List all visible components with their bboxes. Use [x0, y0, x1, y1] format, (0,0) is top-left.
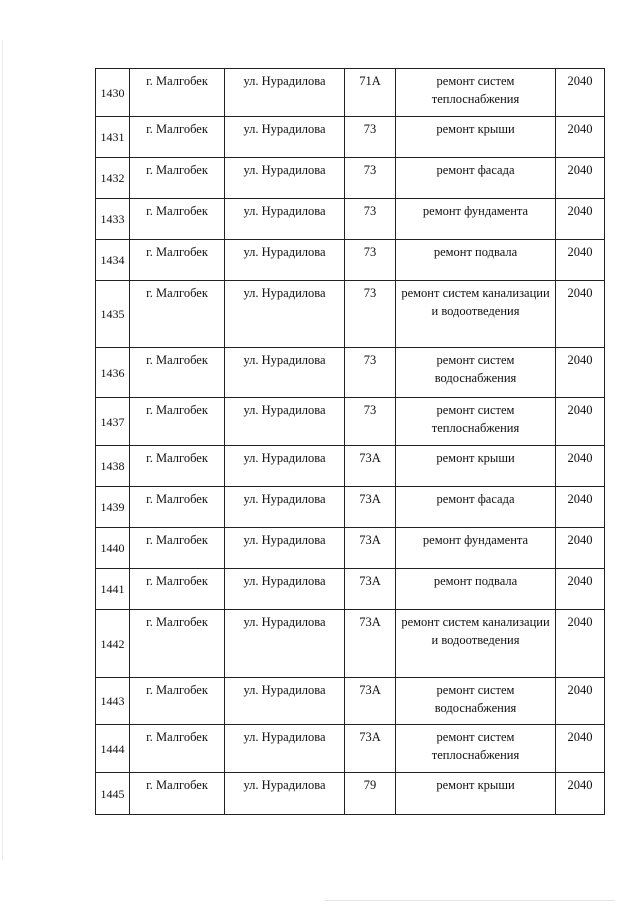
year-cell: 2040: [556, 117, 605, 158]
table-row: [96, 773, 605, 815]
house-number-cell: 73А: [345, 446, 396, 487]
table-row: [96, 487, 605, 528]
table-row: [96, 725, 605, 773]
year-cell: 2040: [556, 569, 605, 610]
year-cell: 2040: [556, 158, 605, 199]
row-number-cell: 1436: [96, 348, 130, 398]
year-cell: 2040: [556, 610, 605, 678]
work-type-cell: ремонт систем канализации и водоотведения: [396, 610, 556, 678]
table-row: [96, 348, 605, 398]
street-cell: ул. Нурадилова: [225, 398, 345, 446]
year-cell: 2040: [556, 528, 605, 569]
work-type-cell: ремонт систем водоснабжения: [396, 678, 556, 725]
row-number-cell: 1445: [96, 773, 130, 815]
house-number-cell: 79: [345, 773, 396, 815]
street-cell: ул. Нурадилова: [225, 240, 345, 281]
table-row: [96, 678, 605, 725]
year-cell: 2040: [556, 487, 605, 528]
year-cell: 2040: [556, 446, 605, 487]
street-cell: ул. Нурадилова: [225, 348, 345, 398]
work-type-cell: ремонт систем канализации и водоотведения: [396, 281, 556, 348]
street-cell: ул. Нурадилова: [225, 610, 345, 678]
year-cell: 2040: [556, 281, 605, 348]
work-type-cell: ремонт систем водоснабжения: [396, 348, 556, 398]
house-number-cell: 73А: [345, 610, 396, 678]
house-number-cell: 73А: [345, 487, 396, 528]
row-number-cell: 1444: [96, 725, 130, 773]
city-cell: г. Малгобек: [130, 398, 225, 446]
table-row: [96, 446, 605, 487]
city-cell: г. Малгобек: [130, 610, 225, 678]
city-cell: г. Малгобек: [130, 487, 225, 528]
city-cell: г. Малгобек: [130, 158, 225, 199]
row-number-cell: 1434: [96, 240, 130, 281]
row-number-cell: 1438: [96, 446, 130, 487]
street-cell: ул. Нурадилова: [225, 199, 345, 240]
table-row: [96, 398, 605, 446]
city-cell: г. Малгобек: [130, 117, 225, 158]
street-cell: ул. Нурадилова: [225, 69, 345, 117]
house-number-cell: 73: [345, 398, 396, 446]
table-body: [96, 69, 605, 815]
table-row: [96, 69, 605, 117]
year-cell: 2040: [556, 69, 605, 117]
year-cell: 2040: [556, 199, 605, 240]
city-cell: г. Малгобек: [130, 569, 225, 610]
city-cell: г. Малгобек: [130, 446, 225, 487]
scan-edge-mark: [2, 40, 3, 860]
row-number-cell: 1431: [96, 117, 130, 158]
house-number-cell: 73: [345, 117, 396, 158]
row-number-cell: 1433: [96, 199, 130, 240]
row-number-cell: 1437: [96, 398, 130, 446]
year-cell: 2040: [556, 240, 605, 281]
house-number-cell: 73А: [345, 678, 396, 725]
work-type-cell: ремонт систем теплоснабжения: [396, 398, 556, 446]
year-cell: 2040: [556, 348, 605, 398]
street-cell: ул. Нурадилова: [225, 446, 345, 487]
row-number-cell: 1440: [96, 528, 130, 569]
work-type-cell: ремонт фундамента: [396, 528, 556, 569]
repair-schedule-table: [95, 68, 605, 815]
table-row: [96, 199, 605, 240]
city-cell: г. Малгобек: [130, 678, 225, 725]
street-cell: ул. Нурадилова: [225, 117, 345, 158]
city-cell: г. Малгобек: [130, 348, 225, 398]
street-cell: ул. Нурадилова: [225, 528, 345, 569]
table-row: [96, 281, 605, 348]
table-row: [96, 610, 605, 678]
street-cell: ул. Нурадилова: [225, 773, 345, 815]
work-type-cell: ремонт крыши: [396, 773, 556, 815]
work-type-cell: ремонт крыши: [396, 117, 556, 158]
street-cell: ул. Нурадилова: [225, 569, 345, 610]
work-type-cell: ремонт фасада: [396, 487, 556, 528]
work-type-cell: ремонт систем теплоснабжения: [396, 725, 556, 773]
street-cell: ул. Нурадилова: [225, 678, 345, 725]
year-cell: 2040: [556, 398, 605, 446]
row-number-cell: 1432: [96, 158, 130, 199]
table-row: [96, 528, 605, 569]
city-cell: г. Малгобек: [130, 281, 225, 348]
city-cell: г. Малгобек: [130, 725, 225, 773]
city-cell: г. Малгобек: [130, 528, 225, 569]
row-number-cell: 1435: [96, 281, 130, 348]
row-number-cell: 1430: [96, 69, 130, 117]
house-number-cell: 73: [345, 240, 396, 281]
table-row: [96, 569, 605, 610]
table-row: [96, 117, 605, 158]
year-cell: 2040: [556, 678, 605, 725]
street-cell: ул. Нурадилова: [225, 158, 345, 199]
table-row: [96, 240, 605, 281]
row-number-cell: 1441: [96, 569, 130, 610]
row-number-cell: 1443: [96, 678, 130, 725]
street-cell: ул. Нурадилова: [225, 487, 345, 528]
work-type-cell: ремонт фундамента: [396, 199, 556, 240]
street-cell: ул. Нурадилова: [225, 725, 345, 773]
city-cell: г. Малгобек: [130, 773, 225, 815]
house-number-cell: 73А: [345, 569, 396, 610]
work-type-cell: ремонт подвала: [396, 240, 556, 281]
house-number-cell: 73: [345, 158, 396, 199]
house-number-cell: 73А: [345, 528, 396, 569]
city-cell: г. Малгобек: [130, 69, 225, 117]
work-type-cell: ремонт крыши: [396, 446, 556, 487]
row-number-cell: 1439: [96, 487, 130, 528]
city-cell: г. Малгобек: [130, 240, 225, 281]
house-number-cell: 73: [345, 199, 396, 240]
table-row: [96, 158, 605, 199]
year-cell: 2040: [556, 725, 605, 773]
year-cell: 2040: [556, 773, 605, 815]
house-number-cell: 73А: [345, 725, 396, 773]
row-number-cell: 1442: [96, 610, 130, 678]
scan-bottom-mark: [325, 900, 615, 901]
work-type-cell: ремонт систем теплоснабжения: [396, 69, 556, 117]
city-cell: г. Малгобек: [130, 199, 225, 240]
house-number-cell: 71А: [345, 69, 396, 117]
house-number-cell: 73: [345, 281, 396, 348]
street-cell: ул. Нурадилова: [225, 281, 345, 348]
work-type-cell: ремонт подвала: [396, 569, 556, 610]
work-type-cell: ремонт фасада: [396, 158, 556, 199]
house-number-cell: 73: [345, 348, 396, 398]
